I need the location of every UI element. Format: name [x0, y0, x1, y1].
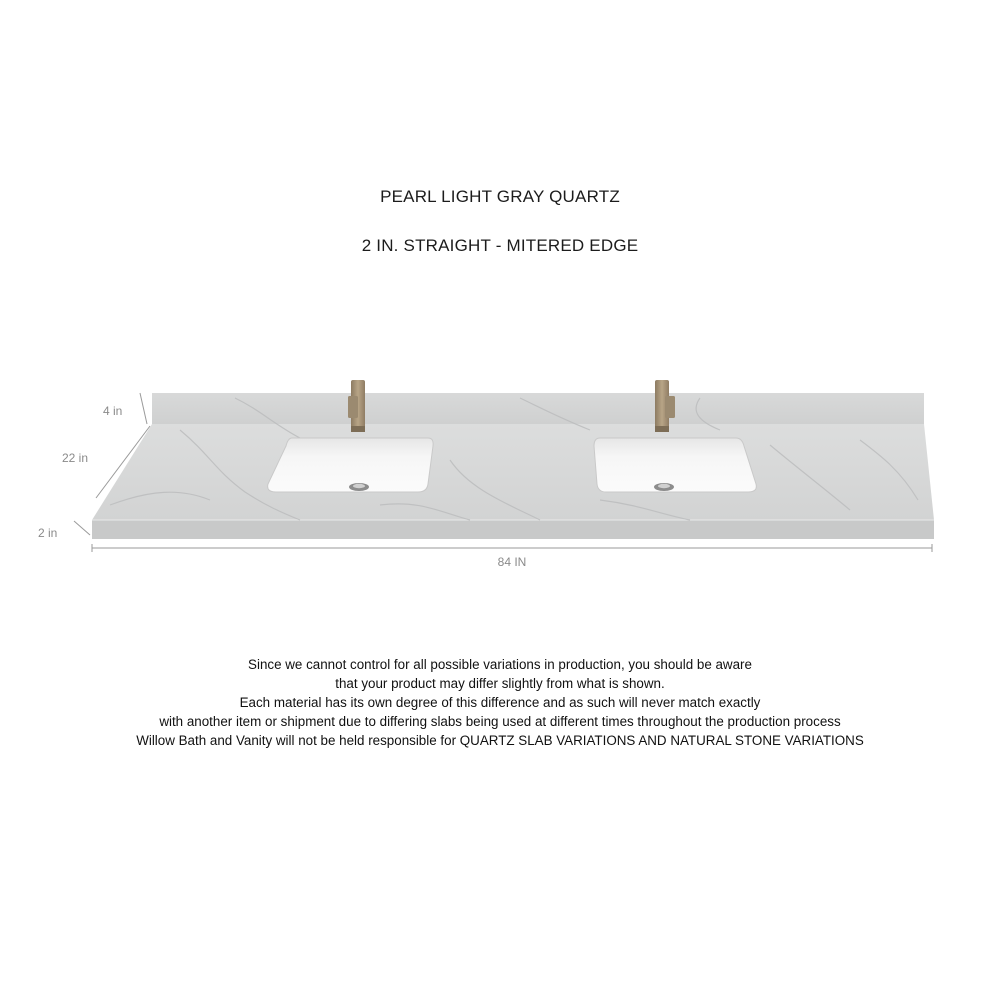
width-label: 84 IN	[497, 555, 527, 569]
countertop-surface	[92, 424, 934, 520]
disclaimer-line: that your product may differ slightly from what is shown.	[335, 676, 665, 691]
disclaimer-text	[0, 655, 1000, 750]
left-sink-basin	[268, 438, 433, 492]
edge-style-subtitle: 2 IN. STRAIGHT - MITERED EDGE	[361, 236, 639, 255]
backsplash	[152, 393, 924, 424]
countertop-edge	[92, 520, 934, 539]
disclaimer-line: Each material has its own degree of this difference and as such will never match exactly	[239, 695, 761, 710]
depth-label: 22 in	[62, 451, 89, 465]
right-sink-basin	[594, 438, 756, 492]
product-title: PEARL LIGHT GRAY QUARTZ	[380, 187, 620, 206]
backsplash-height-label: 4 in	[103, 404, 123, 418]
disclaimer-line: Willow Bath and Vanity will not be held responsible for QUARTZ SLAB VARIATIONS AND NATURAL STONE VARIATIONS	[136, 733, 864, 748]
disclaimer-line: with another item or shipment due to differing slabs being used at different times throughout the production process	[159, 714, 841, 729]
disclaimer-line: Since we cannot control for all possible variations in production, you should be aware	[248, 657, 752, 672]
edge-thickness-label: 2 in	[38, 526, 58, 540]
